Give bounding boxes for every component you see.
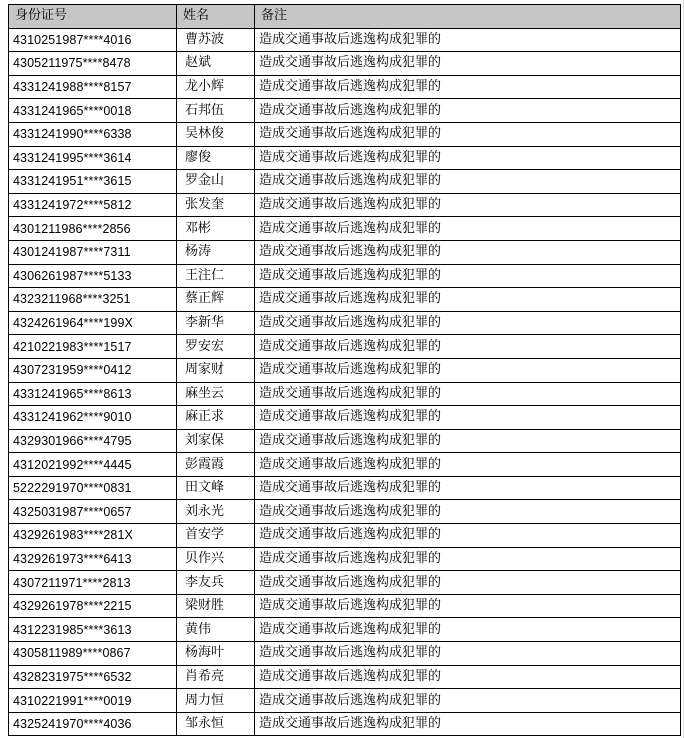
table-row bbox=[9, 311, 681, 335]
name-cell: 田文峰 bbox=[177, 476, 255, 500]
id-number-cell: 4331241988****8157 bbox=[9, 75, 177, 99]
id-number-cell: 4307231959****0412 bbox=[9, 358, 177, 382]
remark-cell: 造成交通事故后逃逸构成犯罪的 bbox=[255, 28, 681, 52]
table-row bbox=[9, 52, 681, 76]
remark-cell: 造成交通事故后逃逸构成犯罪的 bbox=[255, 382, 681, 406]
name-cell: 邓彬 bbox=[177, 217, 255, 241]
remark-cell: 造成交通事故后逃逸构成犯罪的 bbox=[255, 476, 681, 500]
id-number-cell: 4312231985****3613 bbox=[9, 618, 177, 642]
id-number-cell: 5222291970****0831 bbox=[9, 476, 177, 500]
name-cell: 梁财胜 bbox=[177, 594, 255, 618]
header-id-number: 身份证号 bbox=[9, 5, 177, 29]
name-cell: 邹永恒 bbox=[177, 712, 255, 736]
table-row bbox=[9, 500, 681, 524]
id-number-cell: 4301211986****2856 bbox=[9, 217, 177, 241]
table-row bbox=[9, 665, 681, 689]
id-number-cell: 4305211975****8478 bbox=[9, 52, 177, 76]
id-number-cell: 4329261983****281X bbox=[9, 524, 177, 548]
remark-cell: 造成交通事故后逃逸构成犯罪的 bbox=[255, 406, 681, 430]
table-row bbox=[9, 99, 681, 123]
remark-cell: 造成交通事故后逃逸构成犯罪的 bbox=[255, 712, 681, 736]
table-row bbox=[9, 75, 681, 99]
name-cell: 张发奎 bbox=[177, 193, 255, 217]
name-cell: 罗金山 bbox=[177, 170, 255, 194]
table-header-row bbox=[9, 5, 681, 29]
record-table bbox=[8, 4, 681, 736]
name-cell: 刘永光 bbox=[177, 500, 255, 524]
remark-cell: 造成交通事故后逃逸构成犯罪的 bbox=[255, 288, 681, 312]
id-number-cell: 4305811989****0867 bbox=[9, 642, 177, 666]
remark-cell: 造成交通事故后逃逸构成犯罪的 bbox=[255, 524, 681, 548]
table-row bbox=[9, 429, 681, 453]
name-cell: 肖希亮 bbox=[177, 665, 255, 689]
table-row bbox=[9, 382, 681, 406]
table-row bbox=[9, 547, 681, 571]
name-cell: 刘家保 bbox=[177, 429, 255, 453]
id-number-cell: 4328231975****6532 bbox=[9, 665, 177, 689]
name-cell: 罗安宏 bbox=[177, 335, 255, 359]
name-cell: 麻正求 bbox=[177, 406, 255, 430]
table-row bbox=[9, 642, 681, 666]
remark-cell: 造成交通事故后逃逸构成犯罪的 bbox=[255, 571, 681, 595]
remark-cell: 造成交通事故后逃逸构成犯罪的 bbox=[255, 689, 681, 713]
name-cell: 李新华 bbox=[177, 311, 255, 335]
remark-cell: 造成交通事故后逃逸构成犯罪的 bbox=[255, 170, 681, 194]
remark-cell: 造成交通事故后逃逸构成犯罪的 bbox=[255, 453, 681, 477]
remark-cell: 造成交通事故后逃逸构成犯罪的 bbox=[255, 358, 681, 382]
name-cell: 蔡正辉 bbox=[177, 288, 255, 312]
table-row bbox=[9, 122, 681, 146]
name-cell: 龙小辉 bbox=[177, 75, 255, 99]
id-number-cell: 4312021992****4445 bbox=[9, 453, 177, 477]
id-number-cell: 4331241990****6338 bbox=[9, 122, 177, 146]
remark-cell: 造成交通事故后逃逸构成犯罪的 bbox=[255, 618, 681, 642]
id-number-cell: 4331241951****3615 bbox=[9, 170, 177, 194]
remark-cell: 造成交通事故后逃逸构成犯罪的 bbox=[255, 665, 681, 689]
table-row bbox=[9, 689, 681, 713]
table-row bbox=[9, 406, 681, 430]
id-number-cell: 4329301966****4795 bbox=[9, 429, 177, 453]
name-cell: 石邦伍 bbox=[177, 99, 255, 123]
remark-cell: 造成交通事故后逃逸构成犯罪的 bbox=[255, 99, 681, 123]
header-name: 姓名 bbox=[177, 5, 255, 29]
remark-cell: 造成交通事故后逃逸构成犯罪的 bbox=[255, 594, 681, 618]
name-cell: 杨涛 bbox=[177, 240, 255, 264]
name-cell: 首安学 bbox=[177, 524, 255, 548]
name-cell: 赵斌 bbox=[177, 52, 255, 76]
remark-cell: 造成交通事故后逃逸构成犯罪的 bbox=[255, 52, 681, 76]
name-cell: 杨海叶 bbox=[177, 642, 255, 666]
header-remark: 备注 bbox=[255, 5, 681, 29]
id-number-cell: 4306261987****5133 bbox=[9, 264, 177, 288]
table-row bbox=[9, 618, 681, 642]
remark-cell: 造成交通事故后逃逸构成犯罪的 bbox=[255, 264, 681, 288]
remark-cell: 造成交通事故后逃逸构成犯罪的 bbox=[255, 75, 681, 99]
remark-cell: 造成交通事故后逃逸构成犯罪的 bbox=[255, 642, 681, 666]
remark-cell: 造成交通事故后逃逸构成犯罪的 bbox=[255, 547, 681, 571]
id-number-cell: 4325241970****4036 bbox=[9, 712, 177, 736]
remark-cell: 造成交通事故后逃逸构成犯罪的 bbox=[255, 500, 681, 524]
name-cell: 吴林俊 bbox=[177, 122, 255, 146]
id-number-cell: 4323211968****3251 bbox=[9, 288, 177, 312]
id-number-cell: 4324261964****199X bbox=[9, 311, 177, 335]
table-row bbox=[9, 335, 681, 359]
id-number-cell: 4331241965****8613 bbox=[9, 382, 177, 406]
id-number-cell: 4310221991****0019 bbox=[9, 689, 177, 713]
table-row bbox=[9, 146, 681, 170]
id-number-cell: 4301241987****7311 bbox=[9, 240, 177, 264]
remark-cell: 造成交通事故后逃逸构成犯罪的 bbox=[255, 240, 681, 264]
name-cell: 麻坐云 bbox=[177, 382, 255, 406]
remark-cell: 造成交通事故后逃逸构成犯罪的 bbox=[255, 311, 681, 335]
remark-cell: 造成交通事故后逃逸构成犯罪的 bbox=[255, 193, 681, 217]
table-body bbox=[9, 28, 681, 736]
id-number-cell: 4331241972****5812 bbox=[9, 193, 177, 217]
table-row bbox=[9, 240, 681, 264]
table-row bbox=[9, 193, 681, 217]
remark-cell: 造成交通事故后逃逸构成犯罪的 bbox=[255, 122, 681, 146]
name-cell: 彭霞霞 bbox=[177, 453, 255, 477]
table-row bbox=[9, 571, 681, 595]
table-row bbox=[9, 712, 681, 736]
id-number-cell: 4331241962****9010 bbox=[9, 406, 177, 430]
remark-cell: 造成交通事故后逃逸构成犯罪的 bbox=[255, 335, 681, 359]
table-row bbox=[9, 170, 681, 194]
table-row bbox=[9, 594, 681, 618]
id-number-cell: 4329261978****2215 bbox=[9, 594, 177, 618]
id-number-cell: 4329261973****6413 bbox=[9, 547, 177, 571]
id-number-cell: 4307211971****2813 bbox=[9, 571, 177, 595]
table-row bbox=[9, 264, 681, 288]
name-cell: 黄伟 bbox=[177, 618, 255, 642]
id-number-cell: 4310251987****4016 bbox=[9, 28, 177, 52]
remark-cell: 造成交通事故后逃逸构成犯罪的 bbox=[255, 146, 681, 170]
table-row bbox=[9, 217, 681, 241]
table-row bbox=[9, 524, 681, 548]
name-cell: 周家财 bbox=[177, 358, 255, 382]
name-cell: 周力恒 bbox=[177, 689, 255, 713]
id-number-cell: 4331241965****0018 bbox=[9, 99, 177, 123]
name-cell: 李友兵 bbox=[177, 571, 255, 595]
remark-cell: 造成交通事故后逃逸构成犯罪的 bbox=[255, 429, 681, 453]
id-number-cell: 4325031987****0657 bbox=[9, 500, 177, 524]
name-cell: 廖俊 bbox=[177, 146, 255, 170]
remark-cell: 造成交通事故后逃逸构成犯罪的 bbox=[255, 217, 681, 241]
table-row bbox=[9, 288, 681, 312]
table-row bbox=[9, 476, 681, 500]
name-cell: 王注仁 bbox=[177, 264, 255, 288]
table-row bbox=[9, 453, 681, 477]
table-row bbox=[9, 28, 681, 52]
table-row bbox=[9, 358, 681, 382]
name-cell: 贝作兴 bbox=[177, 547, 255, 571]
id-number-cell: 4331241995****3614 bbox=[9, 146, 177, 170]
id-number-cell: 4210221983****1517 bbox=[9, 335, 177, 359]
name-cell: 曹苏波 bbox=[177, 28, 255, 52]
